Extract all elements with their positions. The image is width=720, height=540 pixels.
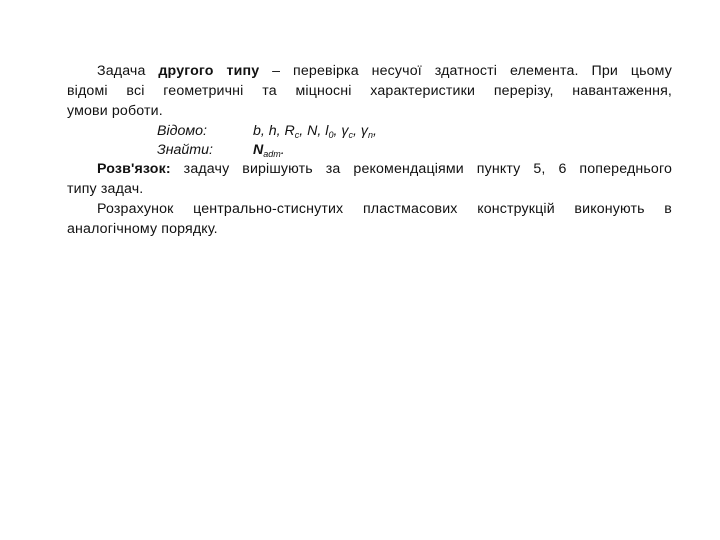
find-sub-adm: adm <box>263 149 281 159</box>
paragraph-1-line-1 <box>97 62 672 80</box>
solution-line-2: типу задач. <box>67 181 144 197</box>
given-value-part-1: b, h, R <box>253 123 295 139</box>
given-values <box>253 122 377 140</box>
given-value-part-5: , <box>372 123 377 139</box>
solution-label: Розв'язок: <box>97 161 171 177</box>
given-value-part-2: , N, l <box>299 123 329 139</box>
find-tail: . <box>280 142 285 158</box>
given-value-part-3: , γ <box>333 123 349 139</box>
find-values <box>253 141 285 159</box>
paragraph-2-line-1: Розрахунок центрально-стиснутих пластмасових конструкцій виконують в <box>97 201 672 217</box>
find-label: Знайти: <box>157 142 213 158</box>
given-label: Відомо: <box>157 123 207 139</box>
task-description: – перевірка несучої здатності елемента. При цьому <box>259 63 672 79</box>
given-value-part-4: , γ <box>352 123 368 139</box>
find-value: N <box>253 142 264 158</box>
task-type-bold: другого типу <box>158 63 260 79</box>
given-sub-c2: c <box>348 130 353 140</box>
paragraph-1-line-3: умови роботи. <box>67 103 163 119</box>
task-word: Задача <box>97 63 159 79</box>
given-sub-0: 0 <box>328 130 334 140</box>
given-sub-n: n <box>367 130 373 140</box>
paragraph-2-line-2: аналогічному порядку. <box>67 221 218 237</box>
given-sub-c: c <box>294 130 300 140</box>
paragraph-1-line-2: відомі всі геометричні та міцносні характеристики перерізу, навантаження, <box>67 83 672 99</box>
solution-text: задачу вирішують за рекомендаціями пункту 5, 6 попереднього <box>170 161 672 177</box>
solution-line-1 <box>97 160 672 178</box>
